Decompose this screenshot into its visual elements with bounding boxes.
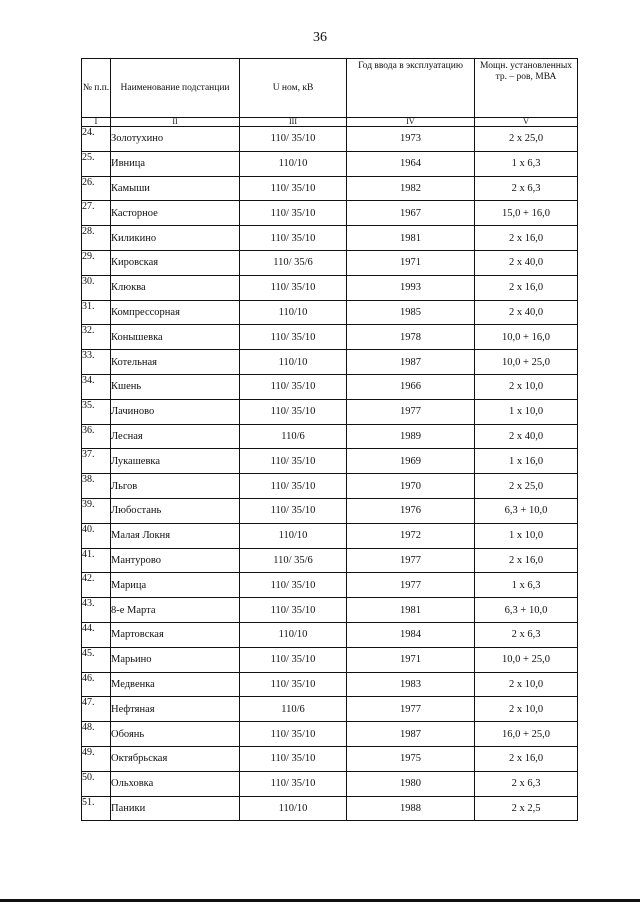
row-number: 32. [82, 325, 111, 350]
substation-name: Кшень [111, 374, 240, 399]
commissioning-year: 1977 [347, 573, 475, 598]
installed-transformer-power: 16,0 + 25,0 [475, 722, 578, 747]
rated-voltage: 110/6 [240, 697, 347, 722]
commissioning-year: 1980 [347, 771, 475, 796]
commissioning-year: 1976 [347, 498, 475, 523]
table-body [82, 127, 578, 821]
installed-transformer-power: 2 x 25,0 [475, 474, 578, 499]
commissioning-year: 1989 [347, 424, 475, 449]
row-number: 48. [82, 722, 111, 747]
rated-voltage: 110/10 [240, 622, 347, 647]
table-row [82, 449, 578, 474]
substation-name: Льгов [111, 474, 240, 499]
installed-transformer-power: 2 x 6,3 [475, 771, 578, 796]
row-number: 47. [82, 697, 111, 722]
commissioning-year: 1970 [347, 474, 475, 499]
rated-voltage: 110/10 [240, 300, 347, 325]
rated-voltage: 110/ 35/10 [240, 201, 347, 226]
installed-transformer-power: 2 x 40,0 [475, 300, 578, 325]
installed-transformer-power: 15,0 + 16,0 [475, 201, 578, 226]
rated-voltage: 110/ 35/6 [240, 548, 347, 573]
installed-transformer-power: 2 x 10,0 [475, 672, 578, 697]
row-number: 36. [82, 424, 111, 449]
table-row [82, 498, 578, 523]
row-number: 34. [82, 374, 111, 399]
substation-name: Лачиново [111, 399, 240, 424]
installed-transformer-power: 2 x 16,0 [475, 746, 578, 771]
table-row [82, 647, 578, 672]
row-number: 28. [82, 226, 111, 251]
substation-name: Клюква [111, 275, 240, 300]
substation-name: 8-е Марта [111, 598, 240, 623]
table-row [82, 722, 578, 747]
page-bottom-rule [0, 899, 640, 902]
rated-voltage: 110/ 35/10 [240, 771, 347, 796]
commissioning-year: 1981 [347, 598, 475, 623]
substation-name: Марьино [111, 647, 240, 672]
substation-name: Касторное [111, 201, 240, 226]
rated-voltage: 110/ 35/10 [240, 127, 347, 152]
installed-transformer-power: 2 x 6,3 [475, 176, 578, 201]
column-index: V [475, 118, 578, 127]
row-number: 41. [82, 548, 111, 573]
substation-name: Лукашевка [111, 449, 240, 474]
column-index: I [82, 118, 111, 127]
substation-name: Камыши [111, 176, 240, 201]
installed-transformer-power: 10,0 + 25,0 [475, 647, 578, 672]
rated-voltage: 110/ 35/10 [240, 672, 347, 697]
installed-transformer-power: 2 x 10,0 [475, 697, 578, 722]
table-row [82, 226, 578, 251]
row-number: 39. [82, 498, 111, 523]
row-number: 29. [82, 250, 111, 275]
substation-name: Лесная [111, 424, 240, 449]
rated-voltage: 110/ 35/10 [240, 399, 347, 424]
rated-voltage: 110/ 35/10 [240, 498, 347, 523]
row-number: 25. [82, 151, 111, 176]
table-row [82, 300, 578, 325]
installed-transformer-power: 2 x 16,0 [475, 548, 578, 573]
commissioning-year: 1982 [347, 176, 475, 201]
commissioning-year: 1984 [347, 622, 475, 647]
substation-name: Нефтяная [111, 697, 240, 722]
commissioning-year: 1964 [347, 151, 475, 176]
row-number: 50. [82, 771, 111, 796]
row-number: 46. [82, 672, 111, 697]
installed-transformer-power: 2 x 40,0 [475, 424, 578, 449]
row-number: 27. [82, 201, 111, 226]
table-row [82, 771, 578, 796]
commissioning-year: 1967 [347, 201, 475, 226]
installed-transformer-power: 1 x 6,3 [475, 573, 578, 598]
row-number: 51. [82, 796, 111, 821]
rated-voltage: 110/ 35/10 [240, 573, 347, 598]
row-number: 40. [82, 523, 111, 548]
rated-voltage: 110/ 35/10 [240, 722, 347, 747]
row-number: 45. [82, 647, 111, 672]
substation-name: Ольховка [111, 771, 240, 796]
table-row [82, 399, 578, 424]
substation-name: Конышевка [111, 325, 240, 350]
commissioning-year: 1971 [347, 250, 475, 275]
table-row [82, 151, 578, 176]
row-number: 26. [82, 176, 111, 201]
installed-transformer-power: 10,0 + 16,0 [475, 325, 578, 350]
substation-name: Октябрьская [111, 746, 240, 771]
commissioning-year: 1985 [347, 300, 475, 325]
commissioning-year: 1971 [347, 647, 475, 672]
commissioning-year: 1972 [347, 523, 475, 548]
installed-transformer-power: 1 x 10,0 [475, 399, 578, 424]
installed-transformer-power: 2 x 16,0 [475, 226, 578, 251]
installed-transformer-power: 2 x 40,0 [475, 250, 578, 275]
table-row [82, 697, 578, 722]
table-row [82, 250, 578, 275]
table-row [82, 325, 578, 350]
rated-voltage: 110/ 35/10 [240, 474, 347, 499]
commissioning-year: 1975 [347, 746, 475, 771]
installed-transformer-power: 1 x 6,3 [475, 151, 578, 176]
installed-transformer-power: 2 x 16,0 [475, 275, 578, 300]
row-number: 30. [82, 275, 111, 300]
substation-name: Обоянь [111, 722, 240, 747]
header-voltage: U ном, кВ [240, 59, 347, 118]
header-name: Наименование подстанции [111, 59, 240, 118]
header-row [82, 59, 578, 118]
installed-transformer-power: 2 x 25,0 [475, 127, 578, 152]
row-number: 38. [82, 474, 111, 499]
table-row [82, 350, 578, 375]
table-row [82, 598, 578, 623]
substation-name: Паники [111, 796, 240, 821]
table-row [82, 746, 578, 771]
installed-transformer-power: 2 x 2,5 [475, 796, 578, 821]
rated-voltage: 110/ 35/10 [240, 598, 347, 623]
commissioning-year: 1977 [347, 399, 475, 424]
installed-transformer-power: 2 x 10,0 [475, 374, 578, 399]
commissioning-year: 1987 [347, 722, 475, 747]
installed-transformer-power: 6,3 + 10,0 [475, 598, 578, 623]
table-row [82, 374, 578, 399]
commissioning-year: 1993 [347, 275, 475, 300]
substation-name: Любостань [111, 498, 240, 523]
commissioning-year: 1987 [347, 350, 475, 375]
row-number: 42. [82, 573, 111, 598]
commissioning-year: 1983 [347, 672, 475, 697]
table-row [82, 523, 578, 548]
column-index-row [82, 118, 578, 127]
rated-voltage: 110/ 35/10 [240, 647, 347, 672]
rated-voltage: 110/ 35/10 [240, 746, 347, 771]
row-number: 24. [82, 127, 111, 152]
column-index: IV [347, 118, 475, 127]
header-power: Мощн. установленных тр. – ров, МВА [475, 59, 578, 118]
table-row [82, 176, 578, 201]
commissioning-year: 1978 [347, 325, 475, 350]
installed-transformer-power: 10,0 + 25,0 [475, 350, 578, 375]
installed-transformer-power: 2 x 6,3 [475, 622, 578, 647]
substation-name: Ивница [111, 151, 240, 176]
rated-voltage: 110/ 35/10 [240, 275, 347, 300]
rated-voltage: 110/10 [240, 796, 347, 821]
column-index: II [111, 118, 240, 127]
rated-voltage: 110/ 35/10 [240, 176, 347, 201]
substations-table [81, 58, 578, 821]
substation-name: Кировская [111, 250, 240, 275]
row-number: 44. [82, 622, 111, 647]
rated-voltage: 110/ 35/6 [240, 250, 347, 275]
table-row [82, 796, 578, 821]
commissioning-year: 1973 [347, 127, 475, 152]
table-row [82, 474, 578, 499]
rated-voltage: 110/10 [240, 350, 347, 375]
row-number: 49. [82, 746, 111, 771]
rated-voltage: 110/10 [240, 151, 347, 176]
installed-transformer-power: 1 x 10,0 [475, 523, 578, 548]
table-row [82, 127, 578, 152]
row-number: 33. [82, 350, 111, 375]
substation-name: Мартовская [111, 622, 240, 647]
table-row [82, 275, 578, 300]
substation-name: Мантурово [111, 548, 240, 573]
substation-name: Марица [111, 573, 240, 598]
commissioning-year: 1966 [347, 374, 475, 399]
table-row [82, 672, 578, 697]
substation-name: Золотухино [111, 127, 240, 152]
rated-voltage: 110/10 [240, 523, 347, 548]
rated-voltage: 110/ 35/10 [240, 374, 347, 399]
table-row [82, 622, 578, 647]
commissioning-year: 1977 [347, 548, 475, 573]
rated-voltage: 110/ 35/10 [240, 325, 347, 350]
column-index: III [240, 118, 347, 127]
page-number: 36 [313, 30, 327, 45]
commissioning-year: 1977 [347, 697, 475, 722]
rated-voltage: 110/6 [240, 424, 347, 449]
commissioning-year: 1969 [347, 449, 475, 474]
rated-voltage: 110/ 35/10 [240, 449, 347, 474]
table-row [82, 548, 578, 573]
row-number: 43. [82, 598, 111, 623]
commissioning-year: 1988 [347, 796, 475, 821]
row-number: 31. [82, 300, 111, 325]
row-number: 37. [82, 449, 111, 474]
row-number: 35. [82, 399, 111, 424]
rated-voltage: 110/ 35/10 [240, 226, 347, 251]
installed-transformer-power: 6,3 + 10,0 [475, 498, 578, 523]
substation-name: Компрессорная [111, 300, 240, 325]
table-row [82, 573, 578, 598]
substation-name: Котельная [111, 350, 240, 375]
table-row [82, 424, 578, 449]
substation-name: Медвенка [111, 672, 240, 697]
substation-name: Киликино [111, 226, 240, 251]
header-year: Год ввода в эксплуатацию [347, 59, 475, 118]
table-row [82, 201, 578, 226]
installed-transformer-power: 1 x 16,0 [475, 449, 578, 474]
commissioning-year: 1981 [347, 226, 475, 251]
header-num: № п.п. [82, 59, 111, 118]
substation-name: Малая Локня [111, 523, 240, 548]
